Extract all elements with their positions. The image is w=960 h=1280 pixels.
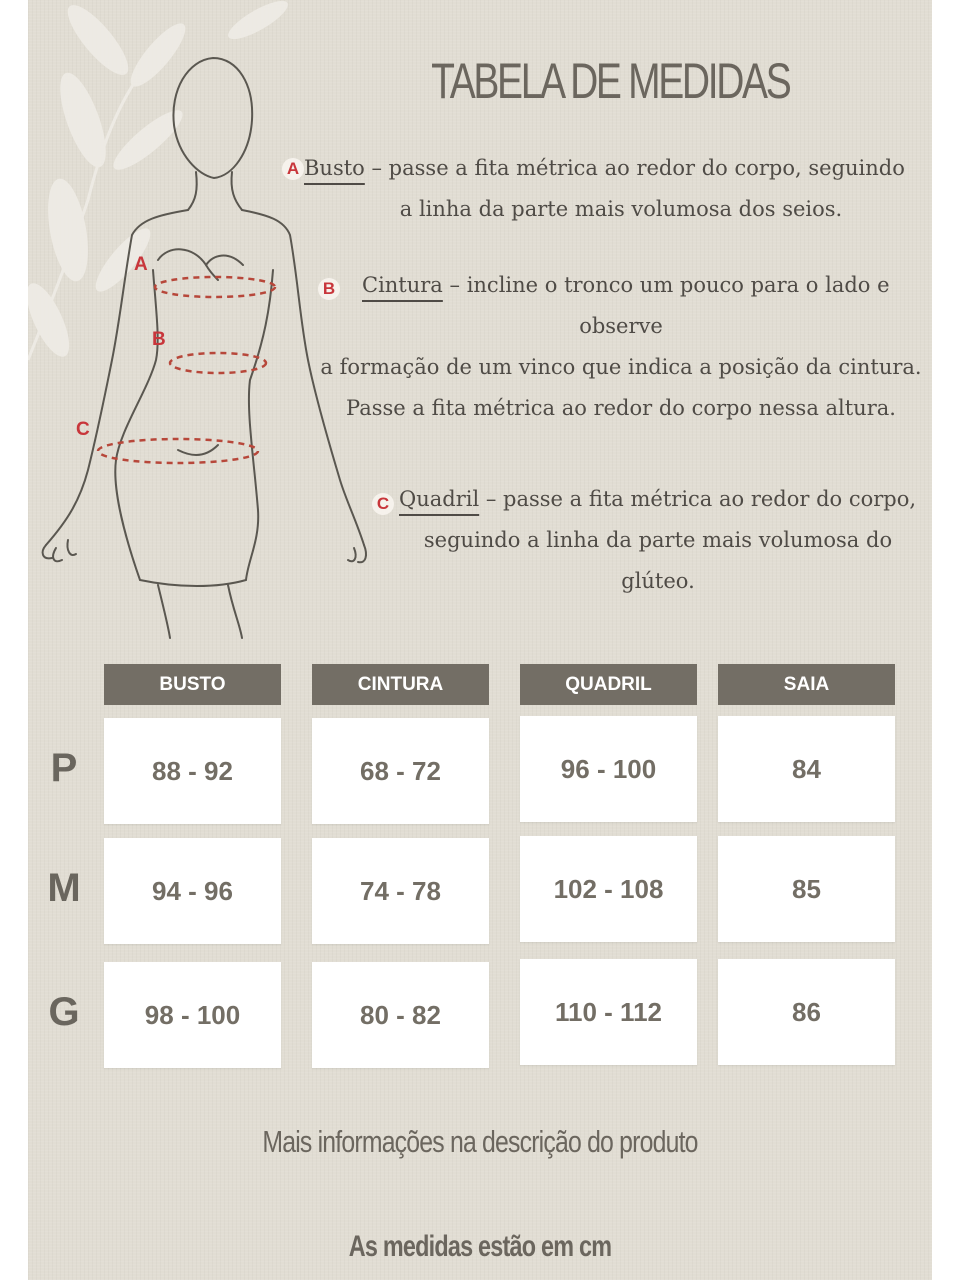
badge-c: C (372, 493, 394, 515)
header-cintura: CINTURA (312, 664, 489, 705)
table-cell: 102 - 108 (520, 836, 697, 942)
table-cell: 110 - 112 (520, 959, 697, 1065)
table-cell: 88 - 92 (104, 718, 281, 824)
size-label-m: M (47, 866, 81, 910)
instruction-quadril-line2: seguindo a linha da parte mais volumosa do (423, 528, 893, 552)
instruction-busto-line1 (304, 148, 905, 189)
instruction-busto-key: Busto (304, 156, 365, 180)
table-cell: 84 (718, 716, 895, 822)
instruction-cintura-key: Cintura (362, 273, 443, 297)
instruction-cintura-line4: Passe a fita métrica ao redor do corpo nessa altura. (346, 396, 896, 420)
figure-marker-b: B (152, 329, 166, 350)
size-chart-page (28, 0, 932, 1280)
table-cell: 98 - 100 (104, 962, 281, 1068)
page-title: TABELA DE MEDIDAS (431, 53, 790, 109)
table-cell: 94 - 96 (104, 838, 281, 944)
instruction-quadril-key: Quadril (399, 487, 480, 511)
footer-units: As medidas estão em cm (348, 1230, 612, 1263)
instruction-cintura-line1 (362, 265, 890, 306)
instruction-quadril-text: – passe a fita métrica ao redor do corpo, (479, 487, 917, 511)
header-saia: SAIA (718, 664, 895, 705)
instruction-quadril-line1 (399, 479, 916, 520)
footer-info: Mais informações na descrição do produto (262, 1124, 698, 1159)
table-cell: 68 - 72 (312, 718, 489, 824)
table-cell: 86 (718, 959, 895, 1065)
instruction-cintura-text: – incline o tronco um pouco para o lado e (442, 273, 890, 297)
table-cell: 74 - 78 (312, 838, 489, 944)
table-cell: 80 - 82 (312, 962, 489, 1068)
instruction-cintura-line2: observe (579, 314, 663, 338)
instruction-quadril-line3: glúteo. (621, 569, 695, 593)
figure-marker-a: A (134, 254, 148, 275)
instruction-cintura-line3: a formação de um vinco que indica a posição da cintura. (320, 355, 922, 379)
instruction-busto-text: – passe a fita métrica ao redor do corpo, seguindo (364, 156, 905, 180)
figure-marker-c: C (76, 419, 90, 440)
badge-a: A (282, 158, 304, 180)
badge-b: B (318, 278, 340, 300)
table-cell: 96 - 100 (520, 716, 697, 822)
instruction-busto-line2: a linha da parte mais volumosa dos seios. (399, 197, 843, 221)
header-quadril: QUADRIL (520, 664, 697, 705)
size-label-g: G (48, 990, 80, 1034)
size-label-p: P (50, 746, 78, 790)
header-busto: BUSTO (104, 664, 281, 705)
table-cell: 85 (718, 836, 895, 942)
